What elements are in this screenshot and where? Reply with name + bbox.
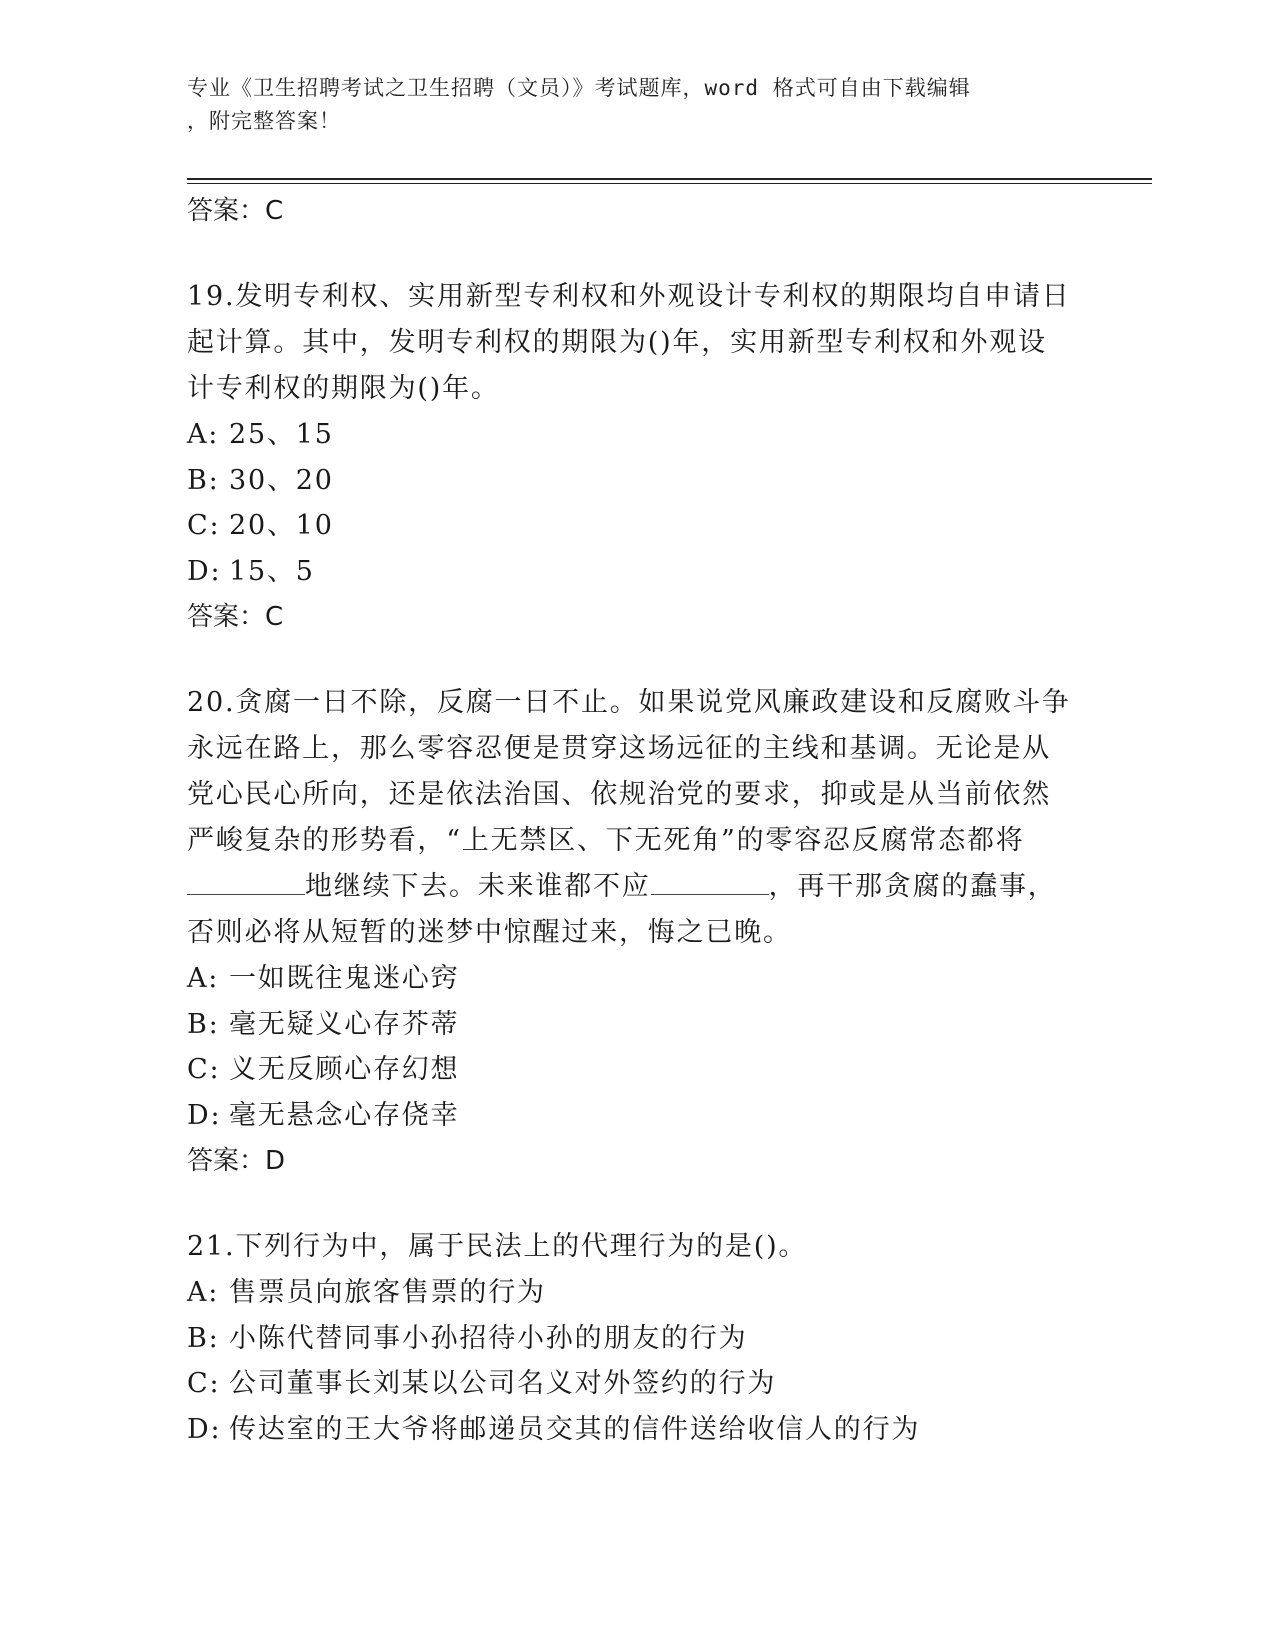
question-text-line: 19.发明专利权、实用新型专利权和外观设计专利权的期限均自申请日 bbox=[187, 281, 1071, 312]
option-text: 20、10 bbox=[229, 510, 334, 541]
option-text: 毫无疑义心存芥蒂 bbox=[229, 1008, 460, 1040]
option-key: D: bbox=[187, 1099, 222, 1131]
header-line-1: 专业《卫生招聘考试之卫生招聘（文员）》考试题库，word 格式可自由下载编辑 bbox=[187, 76, 971, 100]
option-key: B: bbox=[187, 464, 220, 496]
question-text-segment: ，再干那贪腐的蠢事， bbox=[768, 871, 1057, 902]
option-key: A: bbox=[187, 963, 220, 994]
header-rule-thick bbox=[187, 178, 1152, 180]
answer-line: 答案：C bbox=[187, 602, 284, 632]
option-d bbox=[187, 1407, 1087, 1453]
question-text-line: 严峻复杂的形势看，“上无禁区、下无死角”的零容忍反腐常态都将 bbox=[187, 825, 1025, 856]
option-text: 传达室的王大爷将邮递员交其的信件送给收信人的行为 bbox=[229, 1413, 921, 1445]
question-text-line: 否则必将从短暂的迷梦中惊醒过来，悔之已晚。 bbox=[187, 917, 792, 948]
fill-blank bbox=[651, 868, 769, 895]
option-d bbox=[187, 549, 1087, 595]
option-text: 小陈代替同事小孙招待小孙的朋友的行为 bbox=[229, 1322, 748, 1354]
question-19 bbox=[187, 274, 1087, 640]
answer-line: 答案：D bbox=[187, 1146, 286, 1176]
question-text-segment: 地继续下去。未来谁都不应 bbox=[305, 871, 651, 902]
option-c bbox=[187, 1047, 1087, 1093]
option-key: B: bbox=[187, 1008, 220, 1040]
answer-line: 答案：C bbox=[187, 196, 284, 226]
question-text-line: 21.下列行为中，属于民法上的代理行为的是()。 bbox=[187, 1231, 808, 1262]
document-header bbox=[187, 72, 1077, 138]
option-b bbox=[187, 458, 1087, 504]
option-text: 售票员向旅客售票的行为 bbox=[229, 1277, 546, 1308]
header-rule-thin bbox=[187, 183, 1152, 184]
option-text: 毫无悬念心存侥幸 bbox=[229, 1099, 460, 1131]
option-text: 一如既往鬼迷心窍 bbox=[229, 963, 460, 994]
option-c bbox=[187, 1361, 1087, 1407]
option-key: A: bbox=[187, 1277, 220, 1308]
question-text-line: 20.贪腐一日不除，反腐一日不止。如果说党风廉政建设和反腐败斗争 bbox=[187, 687, 1071, 718]
question-text-line-with-blanks bbox=[187, 864, 1087, 910]
question-text-line: 永远在路上，那么零容忍便是贯穿这场远征的主线和基调。无论是从 bbox=[187, 733, 1051, 764]
question-text-line: 党心民心所向，还是依法治国、依规治党的要求，抑或是从当前依然 bbox=[187, 779, 1051, 810]
question-text-line: 计专利权的期限为()年。 bbox=[187, 373, 500, 404]
option-key: D: bbox=[187, 1413, 222, 1445]
option-key: D: bbox=[187, 555, 222, 587]
option-a bbox=[187, 1270, 1087, 1316]
option-b bbox=[187, 1002, 1087, 1048]
option-text: 公司董事长刘某以公司名义对外签约的行为 bbox=[229, 1368, 777, 1399]
document-body bbox=[187, 188, 1087, 1452]
option-a bbox=[187, 412, 1087, 458]
option-key: B: bbox=[187, 1322, 220, 1354]
option-a bbox=[187, 956, 1087, 1002]
header-line-2: ，附完整答案！ bbox=[187, 109, 341, 133]
option-text: 15、5 bbox=[229, 555, 315, 587]
question-20 bbox=[187, 680, 1087, 1184]
option-c bbox=[187, 503, 1087, 549]
option-b bbox=[187, 1316, 1087, 1362]
option-text: 30、20 bbox=[229, 464, 334, 496]
option-key: C: bbox=[187, 1054, 221, 1085]
option-key: A: bbox=[187, 419, 220, 450]
question-21 bbox=[187, 1224, 1087, 1452]
question-text-line: 起计算。其中，发明专利权的期限为()年，实用新型专利权和外观设 bbox=[187, 327, 1047, 358]
fill-blank bbox=[187, 868, 305, 895]
option-key: C: bbox=[187, 510, 221, 541]
option-d bbox=[187, 1093, 1087, 1139]
option-text: 义无反顾心存幻想 bbox=[229, 1054, 460, 1085]
option-text: 25、15 bbox=[229, 419, 334, 450]
option-key: C: bbox=[187, 1368, 221, 1399]
